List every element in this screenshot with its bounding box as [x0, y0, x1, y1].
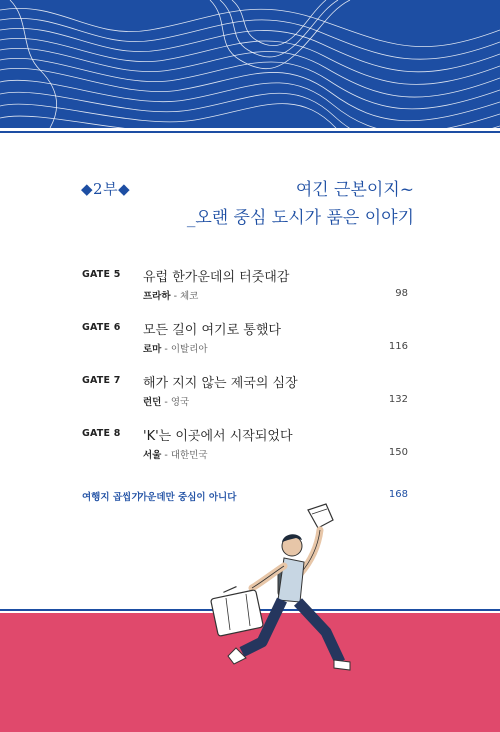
page-number: 168 — [388, 489, 408, 500]
page-number: 98 — [395, 288, 408, 299]
toc-entry-gate-7[interactable] — [82, 372, 408, 425]
part-tag: ◆2부◆ — [81, 180, 131, 198]
city-name: 런던 — [143, 397, 162, 408]
toc-entry-gate-6[interactable] — [82, 319, 408, 372]
toc-entry-gate-5[interactable] — [82, 266, 408, 319]
extra-title: 가운데만 중심이 아니다 — [138, 492, 237, 503]
gate-label: GATE 8 — [82, 428, 121, 439]
topographic-pattern — [0, 0, 500, 128]
running-traveler-illustration — [200, 502, 380, 692]
toc-entry-gate-8[interactable] — [82, 425, 408, 478]
country-name: - 대한민국 — [164, 450, 208, 461]
part-title-line1: 여긴 근본이지~ — [295, 180, 414, 200]
table-of-contents — [82, 266, 408, 478]
city-name: 프라하 — [143, 291, 171, 302]
gate-label: GATE 7 — [82, 375, 121, 386]
country-name: - 이탈리아 — [164, 344, 208, 355]
city-name: 로마 — [143, 344, 162, 355]
chapter-location — [143, 394, 189, 408]
page-number: 116 — [388, 341, 408, 352]
chapter-location — [143, 341, 208, 355]
chapter-title: 'K'는 이곳에서 시작되었다 — [143, 429, 293, 444]
gate-label: GATE 6 — [82, 322, 121, 333]
country-name: - 체코 — [173, 291, 199, 302]
chapter-title: 해가 지지 않는 제국의 심장 — [143, 376, 298, 391]
chapter-title: 모든 길이 여기로 통했다 — [143, 323, 281, 338]
country-name: - 영국 — [164, 397, 190, 408]
page-number: 132 — [388, 394, 408, 405]
part-title-line2: _오랜 중심 도시가 품은 이야기 — [186, 208, 414, 228]
gate-label: GATE 5 — [82, 269, 121, 280]
banner-divider — [0, 131, 500, 133]
page-number: 150 — [388, 447, 408, 458]
part-title — [187, 176, 414, 232]
city-name: 서울 — [143, 450, 162, 461]
chapter-location — [143, 288, 198, 302]
chapter-title: 유럽 한가운데의 터줏대감 — [143, 270, 290, 285]
chapter-location — [143, 447, 208, 461]
extra-label: 여행지 곱씹기 — [82, 492, 141, 503]
header-banner — [0, 0, 500, 128]
